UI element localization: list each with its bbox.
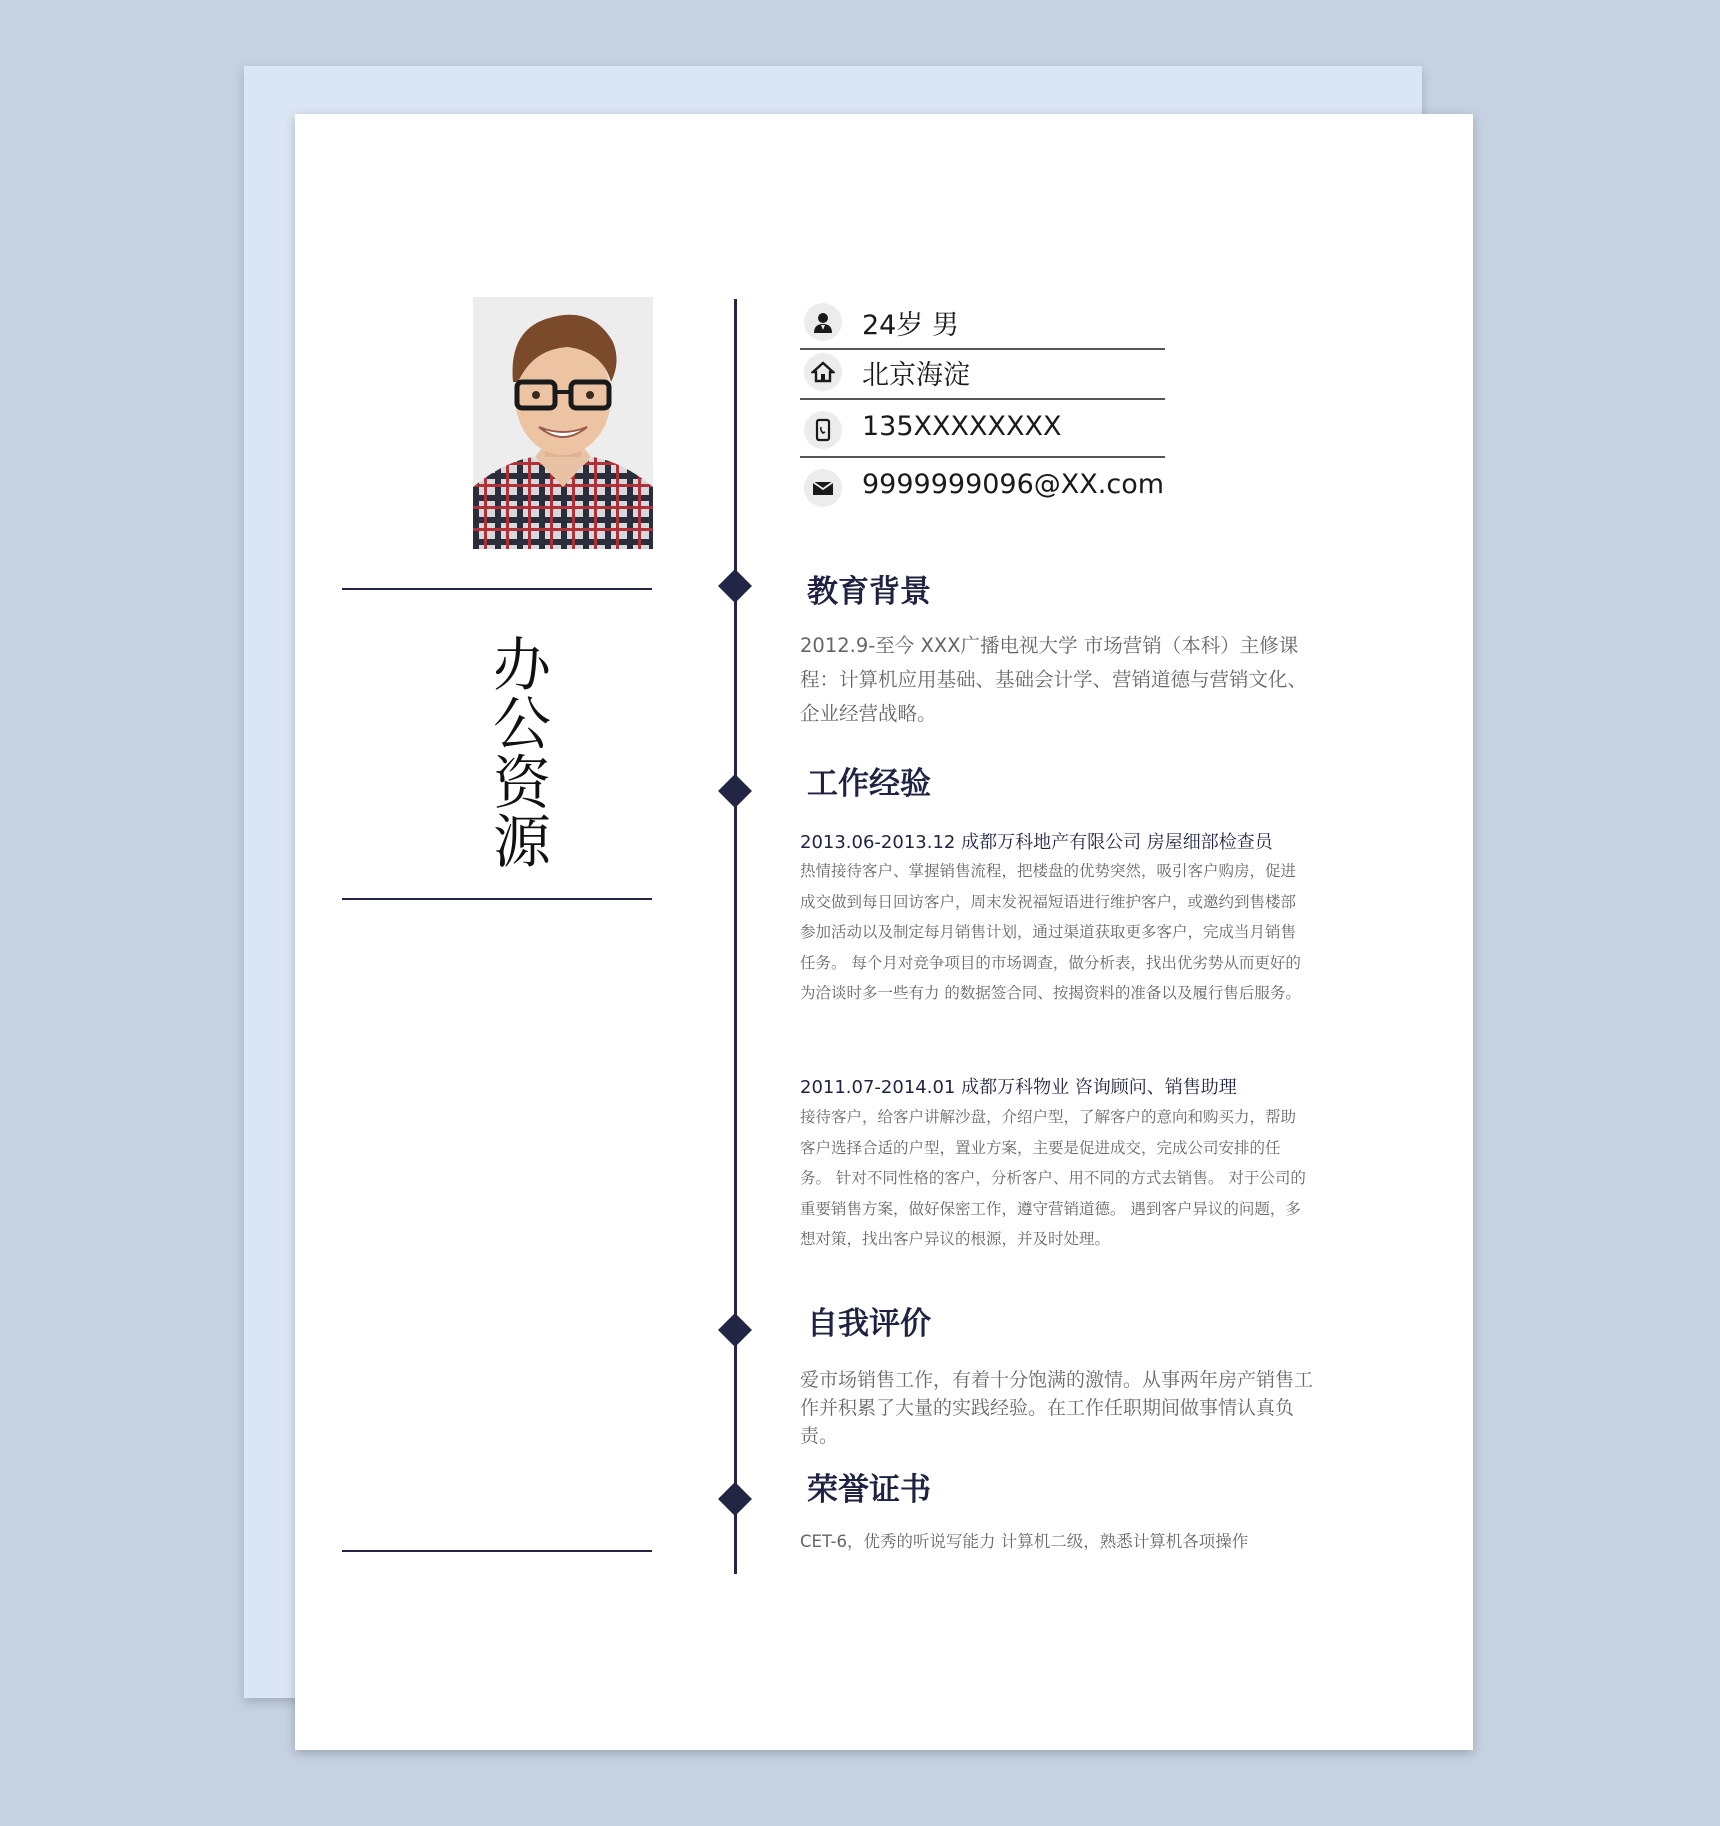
left-rule-bottom (342, 1550, 652, 1552)
contact-email (800, 464, 1165, 514)
home-icon (804, 353, 842, 391)
timeline-marker-education (718, 569, 752, 603)
timeline-marker-honors (718, 1482, 752, 1516)
timeline-line (734, 299, 737, 1574)
profile-photo (473, 297, 653, 549)
contact-phone (800, 406, 1165, 458)
timeline-marker-self (718, 1313, 752, 1347)
honors-title: 荣誉证书 (807, 1472, 931, 1508)
contact-age (800, 298, 1165, 350)
mail-icon (804, 469, 842, 507)
resume-page (295, 114, 1473, 1750)
person-icon (804, 303, 842, 341)
self-eval-text: 爱市场销售工作，有着十分饱满的激情。从事两年房产销售工作并积累了大量的实践经验。在工作任职期间做事情认真负责。 (800, 1369, 1314, 1447)
contact-location (800, 348, 1165, 400)
self-eval-title: 自我评价 (807, 1306, 931, 1342)
email: 9999999096@XX.com (862, 469, 1165, 500)
phone: 135XXXXXXXX (862, 411, 1062, 442)
phone-icon (804, 411, 842, 449)
education-text: 2012.9-至今 XXX广播电视大学 市场营销（本科）主修课程：计算机应用基础、基础会计学、营销道德与营销文化、企业经营战略。 (800, 634, 1308, 725)
job-description: 接待客户，给客户讲解沙盘，介绍户型，了解客户的意向和购买力，帮助客户选择合适的户型，置业方案，主要是促进成交，完成公司安排的任务。 针对不同性格的客户，分析客户、用不同的方式去销售。 对于公司的重要销售方案，做好保密工作，遵守营销道德。 遇到客户异议的问题，多想对策，找出客户异议的根源，并及时处理。 (800, 1108, 1306, 1248)
age-gender: 24岁 男 (862, 310, 959, 341)
work-title: 工作经验 (807, 766, 931, 802)
education-title: 教育背景 (807, 574, 931, 610)
left-rule-middle (342, 898, 652, 900)
left-rule-top (342, 588, 652, 590)
honors-text: CET-6，优秀的听说写能力 计算机二级，熟悉计算机各项操作 (800, 1532, 1249, 1551)
location: 北京海淀 (862, 360, 970, 391)
job-description: 热情接待客户、掌握销售流程，把楼盘的优势突然，吸引客户购房，促进成交做到每日回访客户，周末发祝福短语进行维护客户，或邀约到售楼部参加活动以及制定每月销售计划，通过渠道获取更多客户，完成当月销售任务。 每个月对竞争项目的市场调查，做分析表，找出优劣势从而更好的为洽谈时多一些有力 的数据签合同、按揭资料的准备以及履行售后服务。 (800, 862, 1301, 1002)
job-header: 2011.07-2014.01 成都万科物业 咨询顾问、销售助理 (800, 1077, 1237, 1098)
job-header: 2013.06-2013.12 成都万科地产有限公司 房屋细部检查员 (800, 832, 1273, 853)
name-title: 办公资源 (483, 634, 551, 870)
timeline-marker-work (718, 774, 752, 808)
